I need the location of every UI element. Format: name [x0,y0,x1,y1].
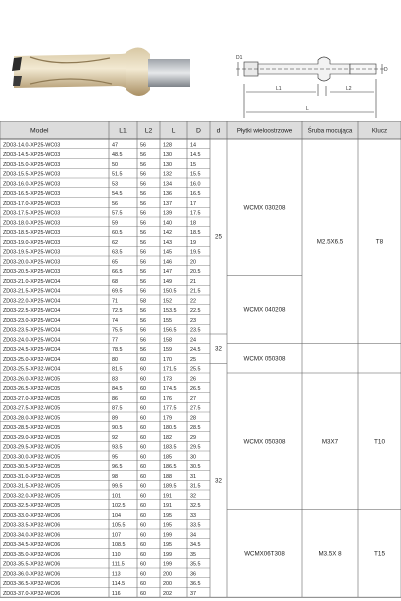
dimension-cell: 33.5 [190,522,201,529]
dimension-cell: 60.5 [112,230,123,237]
insert_groups-cell: WCMX 030208 [243,204,286,212]
model-cell: ZD03-34.0-XP32-WC06 [3,532,61,539]
dimension-cell: 14 [190,142,196,149]
dimension-cell: 56 [140,142,146,149]
dimension-cell: 130 [163,152,172,159]
dimension-cell: 25 [190,356,196,363]
technical-drawing [236,57,384,118]
dimension-cell: 56 [140,210,146,217]
screw_groups-cell: M3X7 [321,438,339,446]
dimension-cell: 31.5 [190,483,201,490]
model-cell: ZD03-16.0-XP25-WC03 [3,181,61,188]
drill-photo [12,47,190,96]
dimension-cell: 29.5 [190,444,201,451]
diagram-label-d: D [384,67,388,73]
dimension-cell: 56 [140,337,146,344]
dimension-cell: 19 [190,239,196,246]
shank_groups-cell: 32 [215,345,222,353]
model-cell: ZD03-27.5-XP32-WC05 [3,405,61,412]
dimension-cell: 60 [140,415,146,422]
dimension-cell: 56 [140,181,146,188]
dimension-cell: 22 [190,298,196,305]
model-cell: ZD03-31.0-XP32-WC05 [3,473,61,480]
dimension-cell: 86 [112,395,118,402]
dimension-cell: 60 [140,542,146,549]
model-cell: ZD03-33.0-XP32-WC06 [3,512,61,519]
dimension-cell: 56 [140,259,146,266]
dimension-cell: 24.5 [190,347,201,354]
model-cell: ZD03-19.0-XP25-WC03 [3,239,61,246]
dimension-cell: 19.5 [190,249,201,256]
model-cell: ZD03-32.0-XP32-WC05 [3,493,61,500]
dimension-cell: 107 [112,532,121,539]
dimension-cell: 25.5 [190,366,201,373]
dimension-cell: 60 [140,522,146,529]
dimension-cell: 191 [163,493,172,500]
dimension-cell: 145 [163,249,172,256]
model-cell: ZD03-35.0-XP32-WC06 [3,551,61,558]
dimension-cell: 57.5 [112,210,123,217]
dimension-cell: 143 [163,239,172,246]
dimension-cell: 182 [163,434,172,441]
model-cell: ZD03-20.5-XP25-WC03 [3,269,61,276]
dimension-cell: 60 [140,425,146,432]
dimension-cell: 186.5 [163,464,177,471]
dimension-cell: 20.5 [190,269,201,276]
model-cell: ZD03-20.0-XP25-WC03 [3,259,61,266]
dimension-cell: 199 [163,561,172,568]
model-cell: ZD03-18.5-XP25-WC03 [3,230,61,237]
dimension-cell: 32 [190,493,196,500]
dimension-cell: 66.5 [112,269,123,276]
dimension-cell: 37 [190,590,196,597]
dimension-cell: 95 [112,454,118,461]
dimension-cell: 60 [140,473,146,480]
dimension-cell: 69.5 [112,288,123,295]
dimension-cell: 92 [112,434,118,441]
shank_groups-cell: 25 [215,233,222,241]
dimension-cell: 170 [163,356,172,363]
dimension-cell: 34.5 [190,542,201,549]
dimension-cell: 199 [163,532,172,539]
dimension-cell: 21 [190,278,196,285]
model-cell: ZD03-21.0-XP25-WC04 [3,278,61,285]
table-header-cell: L2 [144,127,153,135]
dimension-cell: 177.5 [163,405,177,412]
dimension-cell: 18 [190,220,196,227]
model-cell: ZD03-17.5-XP25-WC03 [3,210,61,217]
dimension-cell: 146 [163,259,172,266]
dimension-cell: 24 [190,337,196,344]
dimension-cell: 134 [163,181,172,188]
dimension-cell: 60 [140,366,146,373]
model-cell: ZD03-34.5-XP32-WC06 [3,542,61,549]
dimension-cell: 183.5 [163,444,177,451]
dimension-cell: 116 [112,590,121,597]
dimension-cell: 72.5 [112,308,123,315]
dimension-cell: 200 [163,581,172,588]
dimension-cell: 32.5 [190,503,201,510]
model-cell: ZD03-24.0-XP25-WC04 [3,337,61,344]
dimension-cell: 56 [140,220,146,227]
dimension-cell: 130 [163,161,172,168]
model-cell: ZD03-18.0-XP25-WC03 [3,220,61,227]
key_groups-cell: T15 [373,550,386,558]
table-header-cell: L [171,127,176,135]
dimension-cell: 155 [163,317,172,324]
dimension-cell: 152 [163,298,172,305]
dimension-cell: 56 [140,327,146,334]
dimension-cell: 26.5 [190,386,201,393]
dimension-cell: 60 [140,386,146,393]
dimension-cell: 153.5 [163,308,177,315]
spec-table [0,121,401,601]
model-cell: ZD03-26.0-XP32-WC05 [3,376,61,383]
dimension-cell: 90.5 [112,425,123,432]
model-cell: ZD03-33.5-XP32-WC06 [3,522,61,529]
model-cell: ZD03-25.5-XP32-WC04 [3,366,61,373]
dimension-cell: 99.5 [112,483,123,490]
drill-product-image [0,24,401,119]
dimension-cell: 111.5 [112,561,125,568]
dimension-cell: 137 [163,200,172,207]
dimension-cell: 17 [190,200,196,207]
dimension-cell: 60 [140,483,146,490]
dimension-cell: 48.5 [112,152,123,159]
screw_groups-cell: M3.5X 8 [318,550,342,558]
table-header-cell: Klucz [371,127,388,135]
model-cell: ZD03-25.0-XP32-WC04 [3,356,61,363]
dimension-cell: 171.5 [163,366,177,373]
dimension-cell: 87.5 [112,405,123,412]
dimension-cell: 56 [140,161,146,168]
dimension-cell: 14.5 [190,152,201,159]
dimension-cell: 77 [112,337,118,344]
dimension-cell: 53 [112,181,118,188]
dimension-cell: 71 [112,298,118,305]
dimension-cell: 15.5 [190,171,201,178]
model-cell: ZD03-17.0-XP25-WC03 [3,200,61,207]
insert_groups-cell: WCMX 050308 [243,355,286,363]
dimension-cell: 96.5 [112,464,123,471]
dimension-cell: 56 [140,171,146,178]
dimension-cell: 110 [112,551,121,558]
model-cell: ZD03-14.0-XP25-WC03 [3,142,61,149]
dimension-cell: 147 [163,269,172,276]
dimension-cell: 101 [112,493,121,500]
model-cell: ZD03-14.5-XP25-WC03 [3,152,61,159]
dimension-cell: 60 [140,512,146,519]
dimension-cell: 60 [140,493,146,500]
dimension-cell: 60 [140,503,146,510]
dimension-cell: 84.5 [112,386,123,393]
dimension-cell: 78.5 [112,347,123,354]
dimension-cell: 75.5 [112,327,123,334]
dimension-cell: 185 [163,454,172,461]
dimension-cell: 18.5 [190,230,201,237]
dimension-cell: 28 [190,415,196,422]
dimension-cell: 27.5 [190,405,201,412]
diagram-label-l2: L2 [346,86,352,92]
model-cell: ZD03-30.0-XP32-WC05 [3,454,61,461]
dimension-cell: 56 [140,249,146,256]
model-cell: ZD03-15.0-XP25-WC03 [3,161,61,168]
dimension-cell: 20 [190,259,196,266]
dimension-cell: 56 [140,200,146,207]
dimension-cell: 51.5 [112,171,123,178]
dimension-cell: 60 [140,532,146,539]
dimension-cell: 188 [163,473,172,480]
dimension-cell: 56 [140,269,146,276]
dimension-cell: 56 [140,239,146,246]
model-cell: ZD03-28.0-XP32-WC05 [3,415,61,422]
dimension-cell: 136 [163,191,172,198]
dimension-cell: 179 [163,415,172,422]
dimension-cell: 23.5 [190,327,201,334]
model-cell: ZD03-29.0-XP32-WC05 [3,434,61,441]
model-cell: ZD03-15.5-XP25-WC03 [3,171,61,178]
dimension-cell: 108.5 [112,542,126,549]
dimension-cell: 60 [140,581,146,588]
dimension-cell: 104 [112,512,121,519]
dimension-cell: 17.5 [190,210,201,217]
key_groups-cell: T8 [375,238,384,246]
model-cell: ZD03-30.5-XP32-WC05 [3,464,61,471]
model-cell: ZD03-31.5-XP32-WC05 [3,483,61,490]
diagram-label-l: L [306,106,309,112]
dimension-cell: 189.5 [163,483,177,490]
dimension-cell: 36 [190,571,196,578]
dimension-cell: 34 [190,532,196,539]
dimension-cell: 60 [140,405,146,412]
insert_groups-cell: WCMX 050308 [243,438,286,446]
table-header-cell: Model [30,127,49,135]
dimension-cell: 35.5 [190,561,201,568]
dimension-cell: 140 [163,220,172,227]
dimension-cell: 89 [112,415,118,422]
dimension-cell: 195 [163,512,172,519]
model-cell: ZD03-27.0-XP32-WC05 [3,395,61,402]
dimension-cell: 47 [112,142,118,149]
dimension-cell: 29 [190,434,196,441]
dimension-cell: 56 [140,230,146,237]
dimension-cell: 60 [140,561,146,568]
dimension-cell: 16.5 [190,191,201,198]
model-cell: ZD03-22.0-XP25-WC04 [3,298,61,305]
dimension-cell: 56 [140,288,146,295]
dimension-cell: 35 [190,551,196,558]
insert_groups-cell: WCMX06T308 [244,550,285,558]
dimension-cell: 65 [112,259,118,266]
dimension-cell: 15 [190,161,196,168]
dimension-cell: 68 [112,278,118,285]
dimension-cell: 180.5 [163,425,177,432]
dimension-cell: 60 [140,571,146,578]
dimension-cell: 30 [190,454,196,461]
dimension-cell: 132 [163,171,172,178]
dimension-cell: 80 [112,356,118,363]
dimension-cell: 60 [140,464,146,471]
dimension-cell: 74 [112,317,118,324]
dimension-cell: 60 [140,356,146,363]
dimension-cell: 158 [163,337,172,344]
dimension-cell: 56 [140,308,146,315]
table-header-cell: Śruba mocująca [307,127,353,135]
dimension-cell: 60 [140,444,146,451]
dimension-cell: 21.5 [190,288,201,295]
table-header-cell: D [196,127,201,135]
model-cell: ZD03-36.5-XP32-WC06 [3,581,61,588]
model-cell: ZD03-16.5-XP25-WC03 [3,191,61,198]
table-header-cell: Płytki wieloostrzowe [236,127,293,135]
dimension-cell: 195 [163,542,172,549]
dimension-cell: 60 [140,395,146,402]
dimension-cell: 63.5 [112,249,123,256]
dimension-cell: 54.5 [112,191,123,198]
dimension-cell: 102.5 [112,503,126,510]
dimension-cell: 113 [112,571,121,578]
model-cell: ZD03-22.5-XP25-WC04 [3,308,61,315]
table-header-cell: d [216,127,221,135]
dimension-cell: 114.5 [112,581,126,588]
dimension-cell: 98 [112,473,118,480]
dimension-cell: 149 [163,278,172,285]
dimension-cell: 202 [163,590,172,597]
key_groups-cell: T10 [373,438,386,446]
dimension-cell: 31 [190,473,196,480]
dimension-cell: 62 [112,239,118,246]
dimension-cell: 33 [190,512,196,519]
model-cell: ZD03-28.5-XP32-WC05 [3,425,61,432]
dimension-cell: 150.5 [163,288,177,295]
dimension-cell: 81.5 [112,366,123,373]
screw_groups-cell: M2.5X6.5 [316,238,344,246]
dimension-cell: 36.5 [190,581,201,588]
dimension-cell: 176 [163,395,172,402]
dimension-cell: 60 [140,590,146,597]
dimension-cell: 60 [140,434,146,441]
dimension-cell: 174.5 [163,386,177,393]
dimension-cell: 56 [112,200,118,207]
insert_groups-cell: WCMX 040208 [243,306,286,314]
dimension-cell: 60 [140,454,146,461]
table-header-cell: L1 [119,127,127,135]
dimension-cell: 105.5 [112,522,126,529]
model-cell: ZD03-29.5-XP32-WC05 [3,444,61,451]
dimension-cell: 56 [140,152,146,159]
dimension-cell: 59 [112,220,118,227]
model-cell: ZD03-32.5-XP32-WC05 [3,503,61,510]
dimension-cell: 28.5 [190,425,201,432]
dimension-cell: 199 [163,551,172,558]
dimension-cell: 191 [163,503,172,510]
model-cell: ZD03-26.5-XP32-WC05 [3,386,61,393]
model-cell: ZD03-23.5-XP25-WC04 [3,327,61,334]
dimension-cell: 159 [163,347,172,354]
dimension-cell: 83 [112,376,118,383]
dimension-cell: 142 [163,230,172,237]
dimension-cell: 56 [140,191,146,198]
dimension-cell: 30.5 [190,464,201,471]
dimension-cell: 200 [163,571,172,578]
diagram-label-d1: D1 [236,55,243,61]
dimension-cell: 56 [140,347,146,354]
dimension-cell: 139 [163,210,172,217]
dimension-cell: 26 [190,376,196,383]
shank_groups-cell: 32 [215,477,222,485]
model-cell: ZD03-37.0-XP32-WC06 [3,590,61,597]
model-cell: ZD03-24.5-XP25-WC04 [3,347,61,354]
dimension-cell: 58 [140,298,146,305]
model-cell: ZD03-21.5-XP25-WC04 [3,288,61,295]
dimension-cell: 50 [112,161,118,168]
model-cell: ZD03-35.5-XP32-WC06 [3,561,61,568]
dimension-cell: 56 [140,278,146,285]
dimension-cell: 128 [163,142,172,149]
model-cell: ZD03-36.0-XP32-WC06 [3,571,61,578]
dimension-cell: 60 [140,551,146,558]
dimension-cell: 173 [163,376,172,383]
dimension-cell: 16.0 [190,181,201,188]
model-cell: ZD03-19.5-XP25-WC03 [3,249,61,256]
model-cell: ZD03-23.0-XP25-WC04 [3,317,61,324]
dimension-cell: 60 [140,376,146,383]
dimension-cell: 27 [190,395,196,402]
dimension-cell: 56 [140,317,146,324]
diagram-label-l1: L1 [276,86,282,92]
dimension-cell: 156.5 [163,327,177,334]
dimension-cell: 93.5 [112,444,123,451]
dimension-cell: 195 [163,522,172,529]
dimension-cell: 23 [190,317,196,324]
dimension-cell: 22.5 [190,308,201,315]
